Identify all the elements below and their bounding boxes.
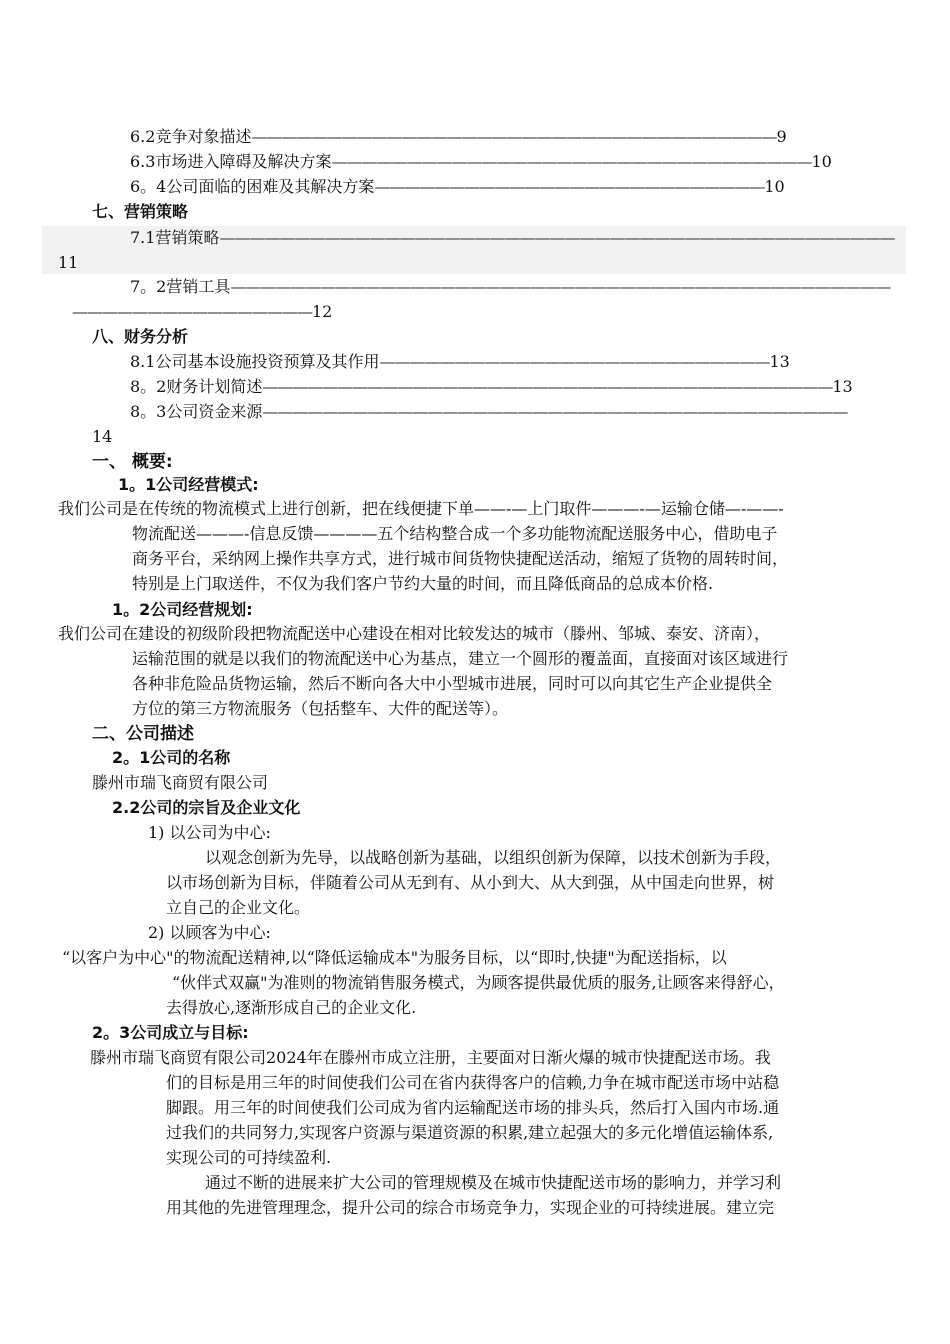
para-line: “伙伴式双赢"为准则的物流销售服务模式，为顾客提供最优质的服务,让顾客来得舒心， [172,973,785,992]
toc-entry-8-2[interactable]: 8。2财务计划简述——————————————————————————————————————13 [130,377,853,396]
heading-2-1: 2。1公司的名称 [112,748,231,767]
toc-entry-6-2[interactable]: 6.2竞争对象描述———————————————————————————————————9 [130,127,787,146]
toc-entry-8-3[interactable]: 8。3公司资金来源——————————————————————————————————————— [130,402,848,421]
para-line: 通过不断的进展来扩大公司的管理规模及在城市快捷配送市场的影响力，并学习利 [205,1173,782,1192]
toc-entry-6-4[interactable]: 6。4公司面临的困难及其解决方案——————————————————————————10 [130,177,785,196]
para-line: 物流配送———-信息反馈————五个结构整合成一个多功能物流配送服务中心，借助电子 [132,524,778,543]
list-item: 1) 以公司为中心: [148,823,271,842]
heading-2-2: 2.2公司的宗旨及企业文化 [112,798,301,817]
para-line: 方位的第三方物流服务（包括整车、大件的配送等）。 [132,699,509,718]
para-line: 立自己的企业文化。 [166,898,311,917]
para-line: 运输范围的就是以我们的物流配送中心为基点，建立一个圆形的覆盖面，直接面对该区域进行 [132,649,789,668]
toc-heading-8: 八、财务分析 [92,327,189,346]
toc-entry-7-2-cont: ————————————————12 [72,302,333,321]
para-line: 以观念创新为先导，以战略创新为基础，以组织创新为保障，以技术创新为手段， [205,848,782,867]
para-line: 我们公司在建设的初级阶段把物流配送中心建设在相对比较发达的城市（滕州、邹城、泰安、济南）， [58,624,771,643]
toc-entry-7-2[interactable]: 7。2营销工具———————————————————————————————————————————— [130,277,891,296]
para-line: 商务平台，采纳网上操作共享方式，进行城市间货物快捷配送活动，缩短了货物的周转时间， [132,549,789,568]
heading-1-1: 1。1公司经营模式: [118,475,259,494]
para-line: 滕州市瑞飞商贸有限公司2024年在滕州市成立注册，主要面对日渐火爆的城市快捷配送市场。我 [90,1048,771,1067]
heading-2-3: 2。3公司成立与目标: [92,1023,249,1042]
para-line: 实现公司的可持续盈利. [166,1148,332,1167]
para-line: 各种非危险品货物运输，然后不断向各大中小型城市进展，同时可以向其它生产企业提供全 [132,674,773,693]
para-line: 以市场创新为目标，伴随着公司从无到有、从小到大、从大到强，从中国走向世界，树 [166,873,775,892]
company-name: 滕州市瑞飞商贸有限公司 [92,773,269,792]
para-line: 我们公司是在传统的物流模式上进行创新，把在线便捷下单——-—上门取件———-—运输仓储—-——- [58,499,784,518]
toc-entry-7-1[interactable]: 7.1营销策略————————————————————————————————————————————— [130,228,895,247]
toc-entry-8-3-page: 14 [92,427,113,446]
heading-1-2: 1。2公司经营规划: [112,600,253,619]
list-item: 2) 以顾客为中心: [148,923,271,942]
para-line: “以客户为中心"的物流配送精神,以“降低运输成本"为服务目标，以“即时,快捷"为配送指标，以 [62,948,727,967]
toc-heading-7: 七、营销策略 [92,202,189,221]
para-line: 特别是上门取送件，不仅为我们客户节约大量的时间，而且降低商品的总成本价格. [132,574,714,593]
para-line: 脚跟。用三年的时间使我们公司成为省内运输配送市场的排头兵，然后打入国内市场.通 [166,1098,780,1117]
para-line: 过我们的共同努力,实现客户资源与渠道资源的积累,建立起强大的多元化增值运输体系, [166,1123,774,1142]
para-line: 去得放心,逐渐形成自己的企业文化. [166,998,417,1017]
toc-entry-6-3[interactable]: 6.3市场进入障碍及解决方案————————————————————————————————10 [130,152,832,171]
toc-entry-7-1-page: 11 [58,253,79,272]
para-line: 们的目标是用三年的时间使我们公司在省内获得客户的信赖,力争在城市配送市场中站稳 [166,1073,780,1092]
section-2-title: 二、公司描述 [92,724,194,744]
para-line: 用其他的先进管理理念，提升公司的综合市场竞争力，实现企业的可持续进展。建立完 [166,1198,775,1217]
toc-entry-8-1[interactable]: 8.1公司基本设施投资预算及其作用——————————————————————————13 [130,352,790,371]
section-1-title: 一、 概要: [92,452,173,472]
